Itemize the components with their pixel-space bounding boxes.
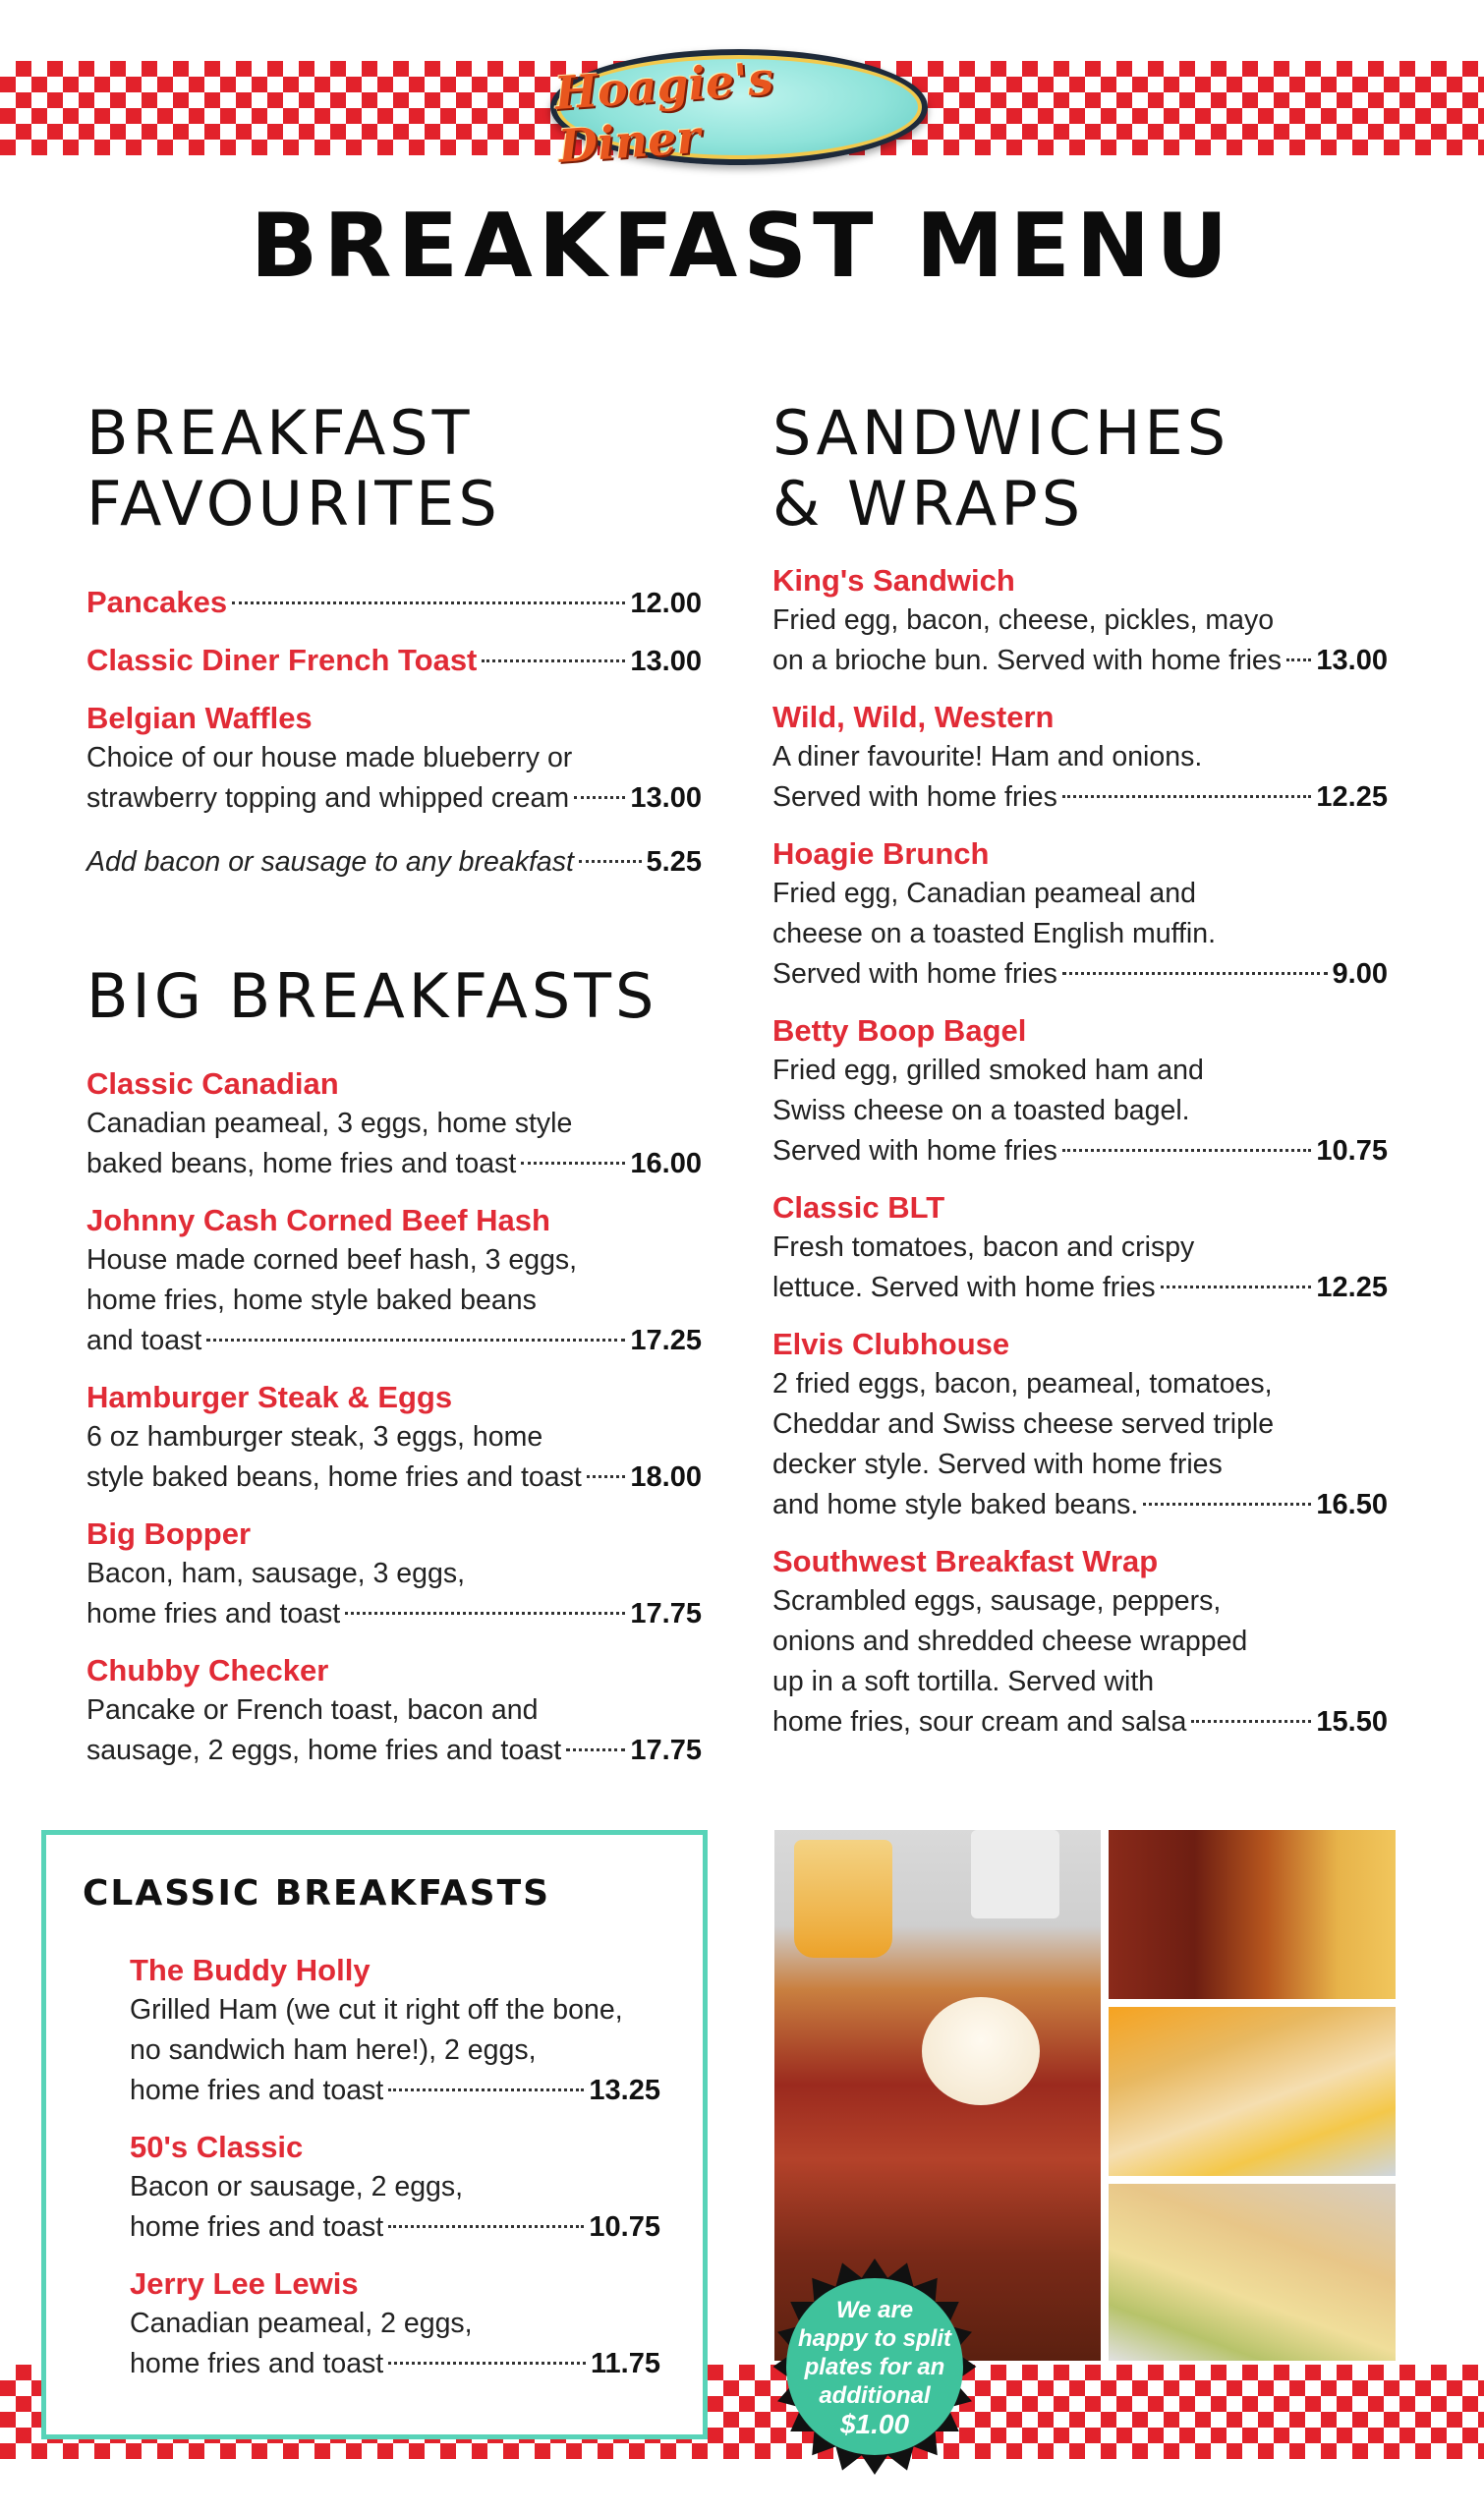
item-name: King's Sandwich (772, 563, 1015, 598)
item-price: 17.75 (630, 1598, 702, 1630)
item-price: 15.50 (1316, 1706, 1388, 1738)
promo-badge: We are happy to split plates for an additional $1.00 (786, 2278, 963, 2455)
item-description: Canadian peameal, 2 eggs, (130, 2308, 473, 2339)
item-name: Classic Diner French Toast (86, 643, 478, 677)
item-description: Canadian peameal, 3 eggs, home style (86, 1108, 573, 1139)
item-description: decker style. Served with home fries (772, 1449, 1223, 1480)
logo-text: Hoagie's Diner (552, 51, 775, 173)
item-description: Bacon or sausage, 2 eggs, (130, 2171, 464, 2202)
item-description: 2 fried eggs, bacon, peameal, tomatoes, (772, 1368, 1273, 1400)
item-description: onions and shredded cheese wrapped (772, 1626, 1248, 1657)
list-item (86, 582, 702, 624)
section-heading-big-breakfasts: BIG BREAKFASTS (86, 960, 658, 1032)
list-item (86, 1650, 702, 1771)
waffle-breakfast-photo (774, 1830, 1101, 2361)
sandwiches-list (772, 560, 1388, 1758)
item-description: and home style baked beans. (772, 1489, 1139, 1520)
item-price: 17.75 (630, 1735, 702, 1766)
big-breakfasts-list (86, 1063, 702, 1787)
item-price: 10.75 (589, 2211, 660, 2243)
item-price: 16.00 (630, 1148, 702, 1179)
item-price: 11.75 (591, 2348, 660, 2379)
list-item (772, 1541, 1388, 1743)
item-description: home fries and toast (130, 2211, 384, 2243)
item-name: Betty Boop Bagel (772, 1013, 1027, 1048)
coffee-cup (971, 1830, 1059, 1918)
list-item (772, 697, 1388, 818)
item-description: Fried egg, bacon, cheese, pickles, mayo (772, 604, 1275, 636)
list-item (130, 2127, 660, 2248)
whipped-cream (922, 1997, 1040, 2105)
item-name: Hamburger Steak & Eggs (86, 1380, 453, 1414)
list-item (86, 1200, 702, 1361)
item-description: Pancake or French toast, bacon and (86, 1694, 539, 1726)
item-price: 13.00 (630, 782, 702, 814)
item-name: Big Bopper (86, 1516, 252, 1551)
item-description: lettuce. Served with home fries (772, 1272, 1156, 1303)
item-description: Fried egg, Canadian peameal and (772, 878, 1196, 909)
sausage-hashbrown-photo (1109, 1830, 1396, 1999)
item-description: style baked beans, home fries and toast (86, 1461, 582, 1493)
item-description: Served with home fries (772, 781, 1057, 813)
list-item (86, 640, 702, 682)
list-item (130, 2263, 660, 2384)
section-heading-classic: CLASSIC BREAKFASTS (83, 1873, 551, 1914)
item-description: Bacon, ham, sausage, 3 eggs, (86, 1558, 466, 1589)
item-description: and toast (86, 1325, 202, 1356)
list-item (772, 1187, 1388, 1308)
addon-price: 5.25 (646, 846, 702, 878)
item-description: Fried egg, grilled smoked ham and (772, 1055, 1204, 1086)
list-item (86, 1514, 702, 1634)
item-name: Hoagie Brunch (772, 836, 990, 871)
item-description: 6 oz hamburger steak, 3 eggs, home (86, 1421, 543, 1453)
juice-glass (794, 1840, 892, 1958)
item-description: Served with home fries (772, 1135, 1057, 1167)
item-description: home fries and toast (130, 2075, 384, 2106)
item-price: 17.25 (630, 1325, 702, 1356)
item-price: 12.25 (1316, 1272, 1388, 1303)
list-item (86, 1063, 702, 1184)
english-muffin-photo (1109, 2007, 1396, 2176)
promo-price: $1.00 (839, 2408, 910, 2439)
list-item (772, 1324, 1388, 1525)
item-name: Belgian Waffles (86, 701, 313, 735)
section-heading-favourites: BREAKFAST FAVOURITES (86, 397, 501, 540)
list-item (86, 698, 702, 819)
item-price: 16.50 (1316, 1489, 1388, 1520)
list-item (772, 1010, 1388, 1172)
item-description: home fries and toast (86, 1598, 341, 1630)
item-description: home fries, home style baked beans (86, 1285, 537, 1316)
item-price: 13.00 (1316, 645, 1388, 676)
item-description: Cheddar and Swiss cheese served triple (772, 1408, 1275, 1440)
item-name: Chubby Checker (86, 1653, 329, 1687)
page-title: BREAKFAST MENU (250, 195, 1234, 298)
item-description: Grilled Ham (we cut it right off the bone, (130, 1994, 623, 2026)
addon-note: Add bacon or sausage to any breakfast 5.25 (86, 842, 702, 883)
item-price: 12.00 (630, 588, 702, 619)
list-item (86, 1377, 702, 1498)
item-description: cheese on a toasted English muffin. (772, 918, 1217, 949)
item-description: House made corned beef hash, 3 eggs, (86, 1244, 578, 1276)
list-item (772, 833, 1388, 995)
item-price: 9.00 (1332, 958, 1388, 990)
item-name: The Buddy Holly (130, 1953, 371, 1987)
item-description: baked beans, home fries and toast (86, 1148, 517, 1179)
item-name: 50's Classic (130, 2130, 304, 2164)
item-name: Elvis Clubhouse (772, 1327, 1010, 1361)
item-price: 10.75 (1316, 1135, 1388, 1167)
item-name: Southwest Breakfast Wrap (772, 1544, 1159, 1578)
item-description: on a brioche bun. Served with home fries (772, 645, 1283, 676)
item-description: sausage, 2 eggs, home fries and toast (86, 1735, 562, 1766)
item-name: Jerry Lee Lewis (130, 2266, 359, 2301)
item-name: Classic Canadian (86, 1066, 339, 1101)
item-price: 18.00 (630, 1461, 702, 1493)
item-name: Johnny Cash Corned Beef Hash (86, 1203, 550, 1237)
classic-breakfasts-list (130, 1950, 660, 2400)
item-description: strawberry topping and whipped cream (86, 782, 570, 814)
diner-logo (550, 49, 928, 173)
item-price: 13.25 (589, 2075, 660, 2106)
item-description: Choice of our house made blueberry or (86, 742, 573, 773)
item-description: home fries, sour cream and salsa (772, 1706, 1187, 1738)
item-description: A diner favourite! Ham and onions. (772, 741, 1203, 772)
item-description: up in a soft tortilla. Served with (772, 1666, 1155, 1697)
item-name: Classic BLT (772, 1190, 945, 1225)
item-price: 13.00 (630, 646, 702, 677)
scrambled-eggs-toast-photo (1109, 2184, 1396, 2361)
item-description: no sandwich ham here!), 2 eggs, (130, 2034, 537, 2066)
item-description: Scrambled eggs, sausage, peppers, (772, 1585, 1222, 1617)
section-heading-sandwiches: SANDWICHES & WRAPS (772, 397, 1230, 540)
item-name: Pancakes (86, 585, 228, 619)
item-description: home fries and toast (130, 2348, 384, 2379)
item-name: Wild, Wild, Western (772, 700, 1055, 734)
item-description: Served with home fries (772, 958, 1057, 990)
item-description: Fresh tomatoes, bacon and crispy (772, 1231, 1195, 1263)
list-item (772, 560, 1388, 681)
list-item (130, 1950, 660, 2111)
item-price: 12.25 (1316, 781, 1388, 813)
favourites-list (86, 582, 702, 898)
item-description: Swiss cheese on a toasted bagel. (772, 1095, 1190, 1126)
